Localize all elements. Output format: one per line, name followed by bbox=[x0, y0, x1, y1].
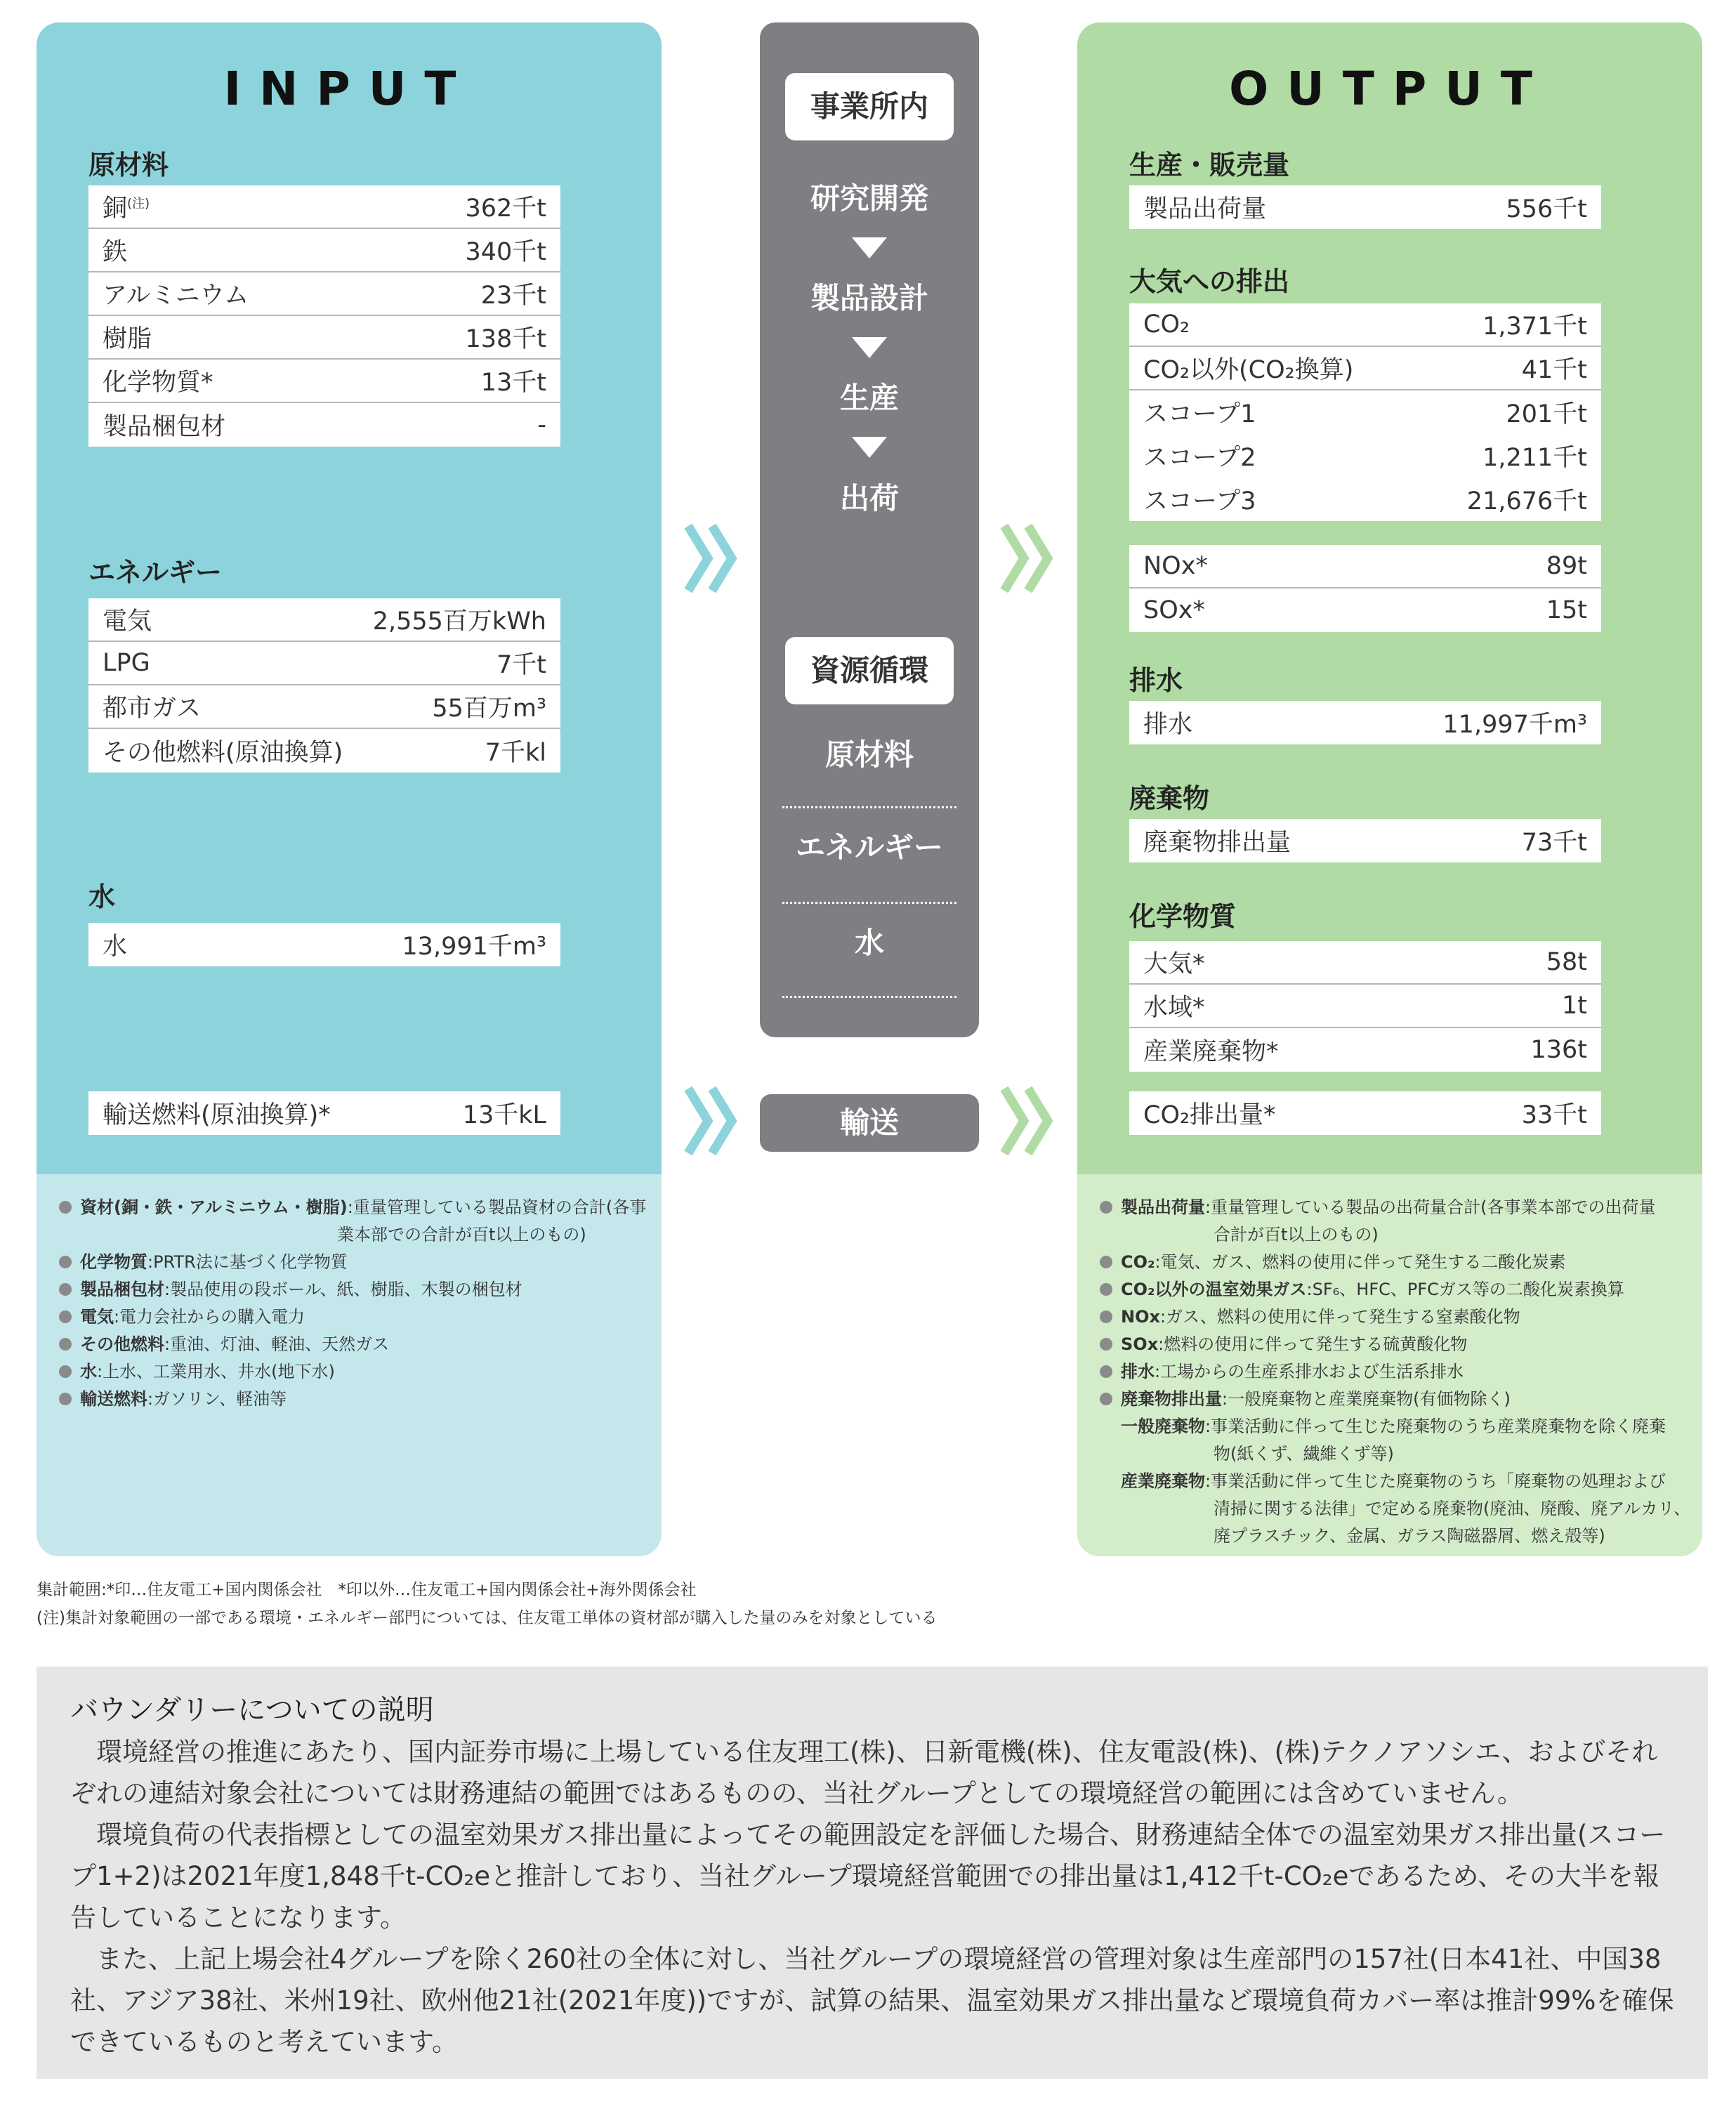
note-line bbox=[1100, 1249, 1690, 1276]
note-text: 清掃に関する法律」で定める廃棄物(廃油、廃酸、廃アルカリ、 bbox=[1214, 1499, 1691, 1518]
row-value: 13千kL bbox=[462, 1101, 546, 1129]
note-line bbox=[59, 1194, 646, 1221]
note-text: :重量管理している製品の出荷量合計(各事業本部での出荷量 bbox=[1205, 1197, 1656, 1217]
row-label: アルミニウム bbox=[103, 282, 249, 310]
note-line bbox=[1100, 1331, 1690, 1358]
arrow-down-icon bbox=[852, 437, 887, 458]
row-value: 33千t bbox=[1521, 1101, 1587, 1129]
row-label: 都市ガス bbox=[103, 695, 202, 723]
table-row bbox=[1129, 303, 1601, 347]
flow-item: 原材料 bbox=[824, 737, 914, 772]
row-label: 水域* bbox=[1143, 994, 1205, 1022]
table-row bbox=[1129, 1028, 1601, 1072]
row-value: 7千kl bbox=[485, 739, 546, 767]
output-table-waste bbox=[1129, 819, 1601, 862]
row-value: 21,676千t bbox=[1466, 487, 1587, 515]
table-row bbox=[88, 360, 560, 403]
row-value: 136t bbox=[1530, 1036, 1587, 1064]
row-label: 廃棄物排出量 bbox=[1143, 829, 1291, 857]
row-label: 製品梱包材 bbox=[103, 413, 226, 441]
row-value: 55百万m³ bbox=[432, 695, 546, 723]
note-text: 廃プラスチック、金属、ガラス陶磁器屑、燃え殻等) bbox=[1214, 1526, 1605, 1546]
row-label: スコープ1 bbox=[1143, 400, 1256, 428]
row-value: 2,555百万kWh bbox=[372, 607, 546, 636]
boundary-paragraph: 環境経営の推進にあたり、国内証券市場に上場している住友理工(株)、日新電機(株)、住友電設(株)、(株)テクノアソシエ、およびそれぞれの連結対象会社については財務連結の範囲ではあるものの、当社グループとしての環境経営の範囲には含めていません。 bbox=[70, 1737, 1658, 1808]
row-value: 58t bbox=[1546, 948, 1587, 976]
flow-step: 出荷 bbox=[839, 481, 899, 515]
note-line bbox=[1100, 1440, 1690, 1468]
bullet-icon bbox=[1100, 1256, 1112, 1268]
row-value: 89t bbox=[1546, 552, 1587, 580]
row-label: 鉄 bbox=[103, 238, 128, 266]
note-term: 輸送燃料 bbox=[80, 1389, 147, 1409]
row-value: 1,211千t bbox=[1482, 444, 1587, 472]
flow-box-onsite: 事業所内 bbox=[785, 73, 954, 140]
note-line bbox=[1100, 1523, 1690, 1550]
input-heading-water: 水 bbox=[88, 881, 116, 912]
note-term: 製品出荷量 bbox=[1121, 1197, 1205, 1217]
table-row bbox=[88, 685, 560, 729]
row-value: 13千t bbox=[480, 369, 546, 397]
bullet-icon bbox=[1100, 1310, 1112, 1323]
row-value: 1t bbox=[1562, 992, 1587, 1020]
row-label: 銅 bbox=[103, 195, 128, 223]
note-text: 合計が百t以上のもの) bbox=[1214, 1225, 1379, 1244]
row-value: 15t bbox=[1546, 596, 1587, 624]
row-value: - bbox=[537, 411, 546, 439]
flow-item: 水 bbox=[854, 926, 884, 960]
bullet-icon bbox=[1100, 1201, 1112, 1214]
flow-step: 製品設計 bbox=[810, 281, 928, 315]
note-term: その他燃料 bbox=[80, 1334, 164, 1354]
note-term: CO₂ bbox=[1121, 1252, 1155, 1272]
input-table-energy bbox=[88, 598, 560, 773]
note-text: :ガス、燃料の使用に伴って発生する窒素酸化物 bbox=[1159, 1307, 1520, 1327]
row-label: 大気* bbox=[1143, 950, 1205, 978]
row-value: 13,991千m³ bbox=[402, 933, 546, 961]
table-row bbox=[1129, 545, 1601, 589]
note-term: 製品梱包材 bbox=[80, 1280, 164, 1299]
output-table-nox-sox bbox=[1129, 545, 1601, 632]
note-line bbox=[59, 1358, 646, 1386]
divider bbox=[782, 902, 956, 904]
note-text: :電力会社からの購入電力 bbox=[114, 1307, 305, 1327]
note-line bbox=[1100, 1358, 1690, 1386]
row-value: 41千t bbox=[1521, 356, 1587, 384]
chevron-right-icon bbox=[1000, 523, 1056, 593]
row-value: 201千t bbox=[1506, 400, 1587, 428]
note-text: :工場からの生産系排水および生活系排水 bbox=[1155, 1362, 1464, 1381]
note-term: NOx bbox=[1121, 1307, 1160, 1327]
note-text: :上水、工業用水、井水(地下水) bbox=[97, 1362, 335, 1381]
row-label: 排水 bbox=[1143, 711, 1193, 739]
note-text: :一般廃棄物と産業廃棄物(有価物除く) bbox=[1222, 1389, 1511, 1409]
row-label: 水 bbox=[103, 933, 128, 961]
bullet-icon bbox=[59, 1201, 72, 1214]
row-label: 電気 bbox=[103, 607, 152, 636]
bullet-icon bbox=[1100, 1365, 1112, 1378]
table-row bbox=[88, 598, 560, 642]
input-table-transport bbox=[88, 1091, 560, 1135]
table-row bbox=[1129, 1091, 1601, 1135]
table-row bbox=[1129, 819, 1601, 862]
flow-box-recycling: 資源循環 bbox=[785, 637, 954, 704]
arrow-down-icon bbox=[852, 337, 887, 358]
chevron-right-icon bbox=[684, 1086, 740, 1156]
row-label: 産業廃棄物* bbox=[1143, 1038, 1279, 1066]
note-term: 電気 bbox=[80, 1307, 114, 1327]
flow-step: 研究開発 bbox=[810, 181, 928, 216]
row-value: 73千t bbox=[1521, 829, 1587, 857]
note-line bbox=[1100, 1221, 1690, 1249]
row-label: 樹脂 bbox=[103, 325, 152, 353]
row-value: 340千t bbox=[465, 238, 546, 266]
row-value: 11,997千m³ bbox=[1442, 711, 1587, 739]
table-row bbox=[1129, 390, 1601, 434]
divider bbox=[782, 806, 956, 808]
table-row bbox=[88, 923, 560, 966]
note-text: :ガソリン、軽油等 bbox=[147, 1389, 287, 1409]
bullet-icon bbox=[1100, 1283, 1112, 1296]
row-value: 362千t bbox=[465, 195, 546, 223]
chevron-right-icon bbox=[1000, 1086, 1056, 1156]
note-line bbox=[59, 1276, 646, 1303]
note-term: CO₂以外の温室効果ガス bbox=[1121, 1280, 1307, 1299]
table-row bbox=[88, 272, 560, 316]
table-row bbox=[1129, 478, 1601, 521]
note-term: SOx bbox=[1121, 1334, 1159, 1354]
row-label: スコープ2 bbox=[1143, 444, 1256, 472]
input-title: INPUT bbox=[223, 62, 475, 116]
output-table-production bbox=[1129, 185, 1601, 229]
row-label: LPG bbox=[103, 649, 150, 677]
note-term: 資材(銅・鉄・アルミニウム・樹脂) bbox=[80, 1197, 348, 1217]
footnote-scope: 集計範囲:*印…住友電工+国内関係会社 *印以外…住友電工+国内関係会社+海外関係会社 bbox=[37, 1581, 697, 1599]
bullet-icon bbox=[59, 1393, 72, 1405]
note-text: :PRTR法に基づく化学物質 bbox=[147, 1252, 348, 1272]
input-heading-energy: エネルギー bbox=[88, 557, 223, 588]
row-label: 輸送燃料(原油換算)* bbox=[103, 1101, 331, 1129]
bullet-icon bbox=[59, 1256, 72, 1268]
output-table-air bbox=[1129, 303, 1601, 521]
note-text: :事業活動に伴って生じた廃棄物のうち「廃棄物の処理および bbox=[1205, 1471, 1666, 1491]
note-text: :製品使用の段ボール、紙、樹脂、木製の梱包材 bbox=[164, 1280, 522, 1299]
input-panel bbox=[37, 22, 662, 1556]
note-line bbox=[59, 1249, 646, 1276]
row-value: 138千t bbox=[465, 325, 546, 353]
note-text: :重油、灯油、軽油、天然ガス bbox=[164, 1334, 390, 1354]
note-line bbox=[1100, 1276, 1690, 1303]
bullet-icon bbox=[59, 1310, 72, 1323]
output-title: OUTPUT bbox=[1229, 62, 1551, 116]
boundary-body bbox=[70, 1731, 1678, 2063]
output-notes bbox=[1100, 1194, 1690, 1550]
table-row bbox=[1129, 985, 1601, 1028]
note-text: 物(紙くず、繊維くず等) bbox=[1214, 1444, 1394, 1464]
note-text: 業本部での合計が百t以上のもの) bbox=[337, 1225, 586, 1244]
row-label: CO₂ bbox=[1143, 310, 1190, 339]
note-line bbox=[1100, 1194, 1690, 1221]
note-line bbox=[1100, 1303, 1690, 1331]
divider bbox=[782, 996, 956, 998]
table-row bbox=[1129, 434, 1601, 478]
boundary-paragraph: 環境負荷の代表指標としての温室効果ガス排出量によってその範囲設定を評価した場合、財務連結全体での温室効果ガス排出量(スコープ1+2)は2021年度1,848千t-CO₂eと推計しており、当社グループ環境経営範囲での排出量は1,412千t-CO₂eであるため、その大半を報告していることになります。 bbox=[70, 1820, 1666, 1933]
row-label: その他燃料(原油換算) bbox=[103, 739, 343, 767]
flow-step: 生産 bbox=[839, 381, 899, 415]
row-label: SOx* bbox=[1143, 596, 1205, 624]
note-term: 排水 bbox=[1121, 1362, 1155, 1381]
bullet-icon bbox=[1100, 1338, 1112, 1351]
note-term: 化学物質 bbox=[80, 1252, 147, 1272]
row-value: 23千t bbox=[480, 282, 546, 310]
note-line bbox=[59, 1331, 646, 1358]
note-text: :燃料の使用に伴って発生する硫黄酸化物 bbox=[1158, 1334, 1468, 1354]
output-table-chemicals bbox=[1129, 941, 1601, 1072]
note-text: :重量管理している製品資材の合計(各事 bbox=[347, 1197, 647, 1217]
row-label: スコープ3 bbox=[1143, 487, 1256, 515]
note-line bbox=[59, 1386, 646, 1413]
row-label: CO₂排出量* bbox=[1143, 1101, 1276, 1129]
note-line bbox=[1100, 1413, 1690, 1440]
input-notes bbox=[59, 1194, 646, 1413]
table-row bbox=[88, 642, 560, 685]
note-term: 水 bbox=[80, 1362, 97, 1381]
bullet-icon bbox=[59, 1365, 72, 1378]
table-row bbox=[1129, 347, 1601, 390]
row-label: NOx* bbox=[1143, 552, 1208, 580]
note-line bbox=[1100, 1468, 1690, 1495]
process-flow bbox=[760, 22, 979, 1037]
row-label: 化学物質* bbox=[103, 369, 213, 397]
output-heading-wastewater: 排水 bbox=[1129, 665, 1183, 696]
note-text: :SF₆、HFC、PFCガス等の二酸化炭素換算 bbox=[1306, 1280, 1624, 1299]
table-row bbox=[88, 403, 560, 447]
output-table-wastewater bbox=[1129, 701, 1601, 744]
note-text: :事業活動に伴って生じた廃棄物のうち産業廃棄物を除く廃棄 bbox=[1205, 1417, 1666, 1436]
note-line bbox=[1100, 1386, 1690, 1413]
table-row bbox=[88, 185, 560, 229]
row-note-mark: (注) bbox=[127, 196, 150, 211]
boundary-paragraph: また、上記上場会社4グループを除く260社の全体に対し、当社グループの環境経営の管理対象は生産部門の157社(日本41社、中国38社、アジア38社、米州19社、欧州他21社(2021年度))ですが、試算の結果、温室効果ガス排出量など環境負荷カバー率は推計99%を確保できているものと考えています。 bbox=[70, 1944, 1674, 2057]
input-table-water bbox=[88, 923, 560, 966]
bullet-icon bbox=[59, 1338, 72, 1351]
table-row bbox=[88, 316, 560, 360]
output-heading-waste: 廃棄物 bbox=[1129, 783, 1210, 814]
output-table-transport bbox=[1129, 1091, 1601, 1135]
flow-item: エネルギー bbox=[795, 830, 943, 865]
table-row bbox=[88, 229, 560, 272]
row-label: 製品出荷量 bbox=[1143, 195, 1267, 223]
note-term: 一般廃棄物 bbox=[1121, 1417, 1205, 1436]
output-heading-air: 大気への排出 bbox=[1129, 266, 1290, 297]
row-value: 556千t bbox=[1506, 195, 1587, 223]
table-row bbox=[1129, 941, 1601, 985]
arrow-down-icon bbox=[852, 237, 887, 258]
boundary-title: バウンダリーについての説明 bbox=[70, 1694, 434, 1726]
row-label: CO₂以外(CO₂換算) bbox=[1143, 356, 1354, 384]
bullet-icon bbox=[59, 1283, 72, 1296]
flow-box-transport: 輸送 bbox=[760, 1094, 979, 1152]
row-value: 1,371千t bbox=[1482, 313, 1587, 341]
note-term: 廃棄物排出量 bbox=[1121, 1389, 1222, 1409]
table-row bbox=[1129, 589, 1601, 632]
input-heading-materials: 原材料 bbox=[88, 150, 169, 180]
output-heading-production: 生産・販売量 bbox=[1129, 150, 1290, 180]
table-row bbox=[1129, 185, 1601, 229]
row-value: 7千t bbox=[497, 651, 546, 679]
footnote-note: (注)集計対象範囲の一部である環境・エネルギー部門については、住友電工単体の資材部が購入した量のみを対象としている bbox=[37, 1609, 938, 1627]
bullet-icon bbox=[1100, 1393, 1112, 1405]
output-heading-chemicals: 化学物質 bbox=[1129, 901, 1237, 932]
boundary-section bbox=[37, 1667, 1708, 2079]
output-panel bbox=[1077, 22, 1702, 1556]
table-row bbox=[88, 729, 560, 773]
chevron-right-icon bbox=[684, 523, 740, 593]
input-table-materials bbox=[88, 185, 560, 447]
note-text: :電気、ガス、燃料の使用に伴って発生する二酸化炭素 bbox=[1155, 1252, 1566, 1272]
table-row bbox=[88, 1091, 560, 1135]
table-row bbox=[1129, 701, 1601, 744]
note-line bbox=[1100, 1495, 1690, 1523]
note-line bbox=[59, 1303, 646, 1331]
note-line bbox=[59, 1221, 646, 1249]
note-term: 産業廃棄物 bbox=[1121, 1471, 1205, 1491]
